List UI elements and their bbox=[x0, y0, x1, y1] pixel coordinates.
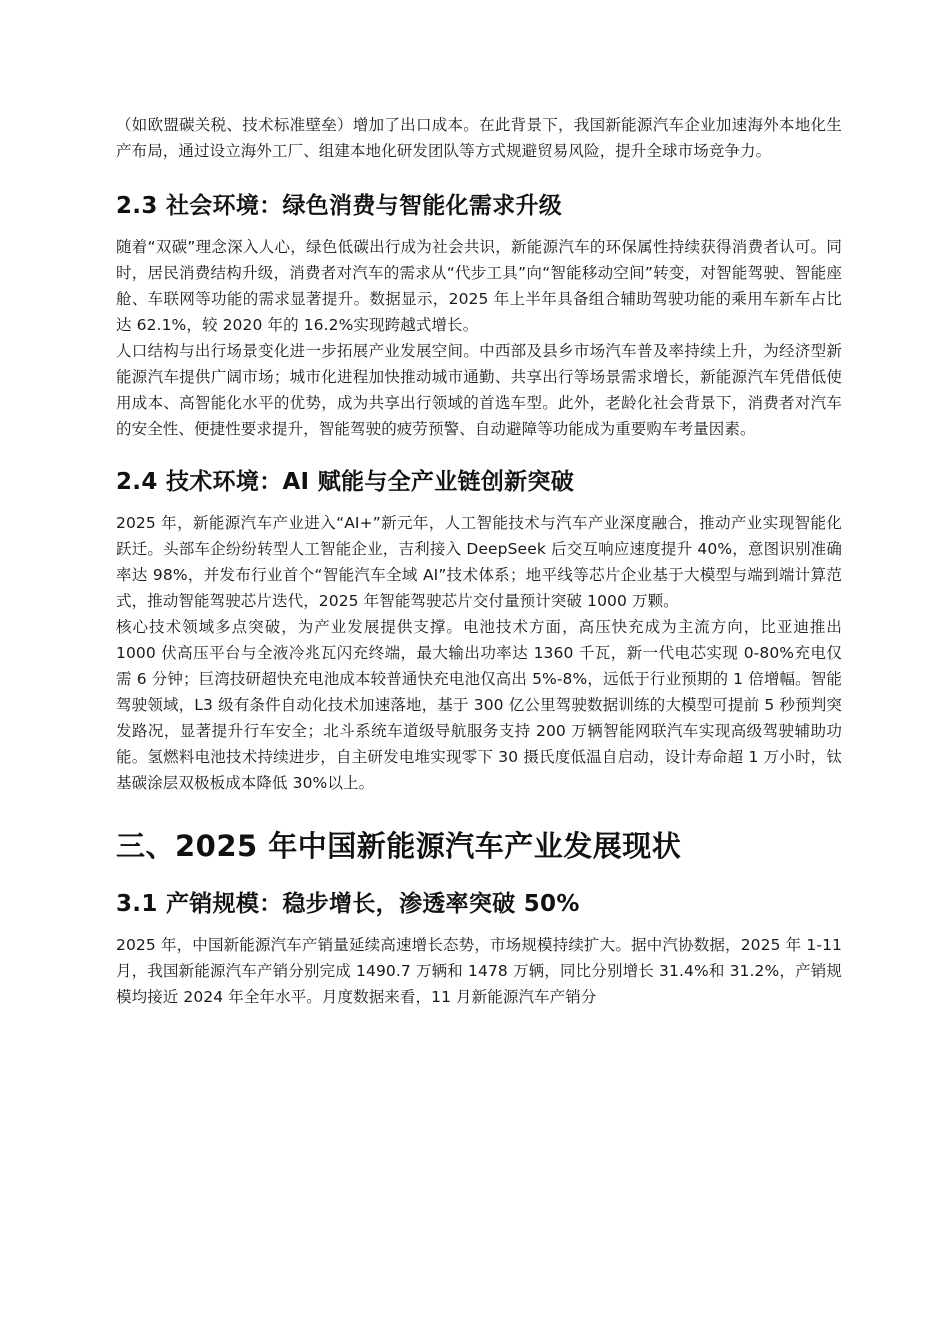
document-page bbox=[116, 112, 842, 1010]
paragraph-2-3-b: 人口结构与出行场景变化进一步拓展产业发展空间。中西部及县乡市场汽车普及率持续上升，为经济型新能源汽车提供广阔市场；城市化进程加快推动城市通勤、共享出行等场景需求增长，新能源汽车凭借低使用成本、高智能化水平的优势，成为共享出行领域的首选车型。此外，老龄化社会背景下，消费者对汽车的安全性、便捷性要求提升，智能驾驶的疲劳预警、自动避障等功能成为重要购车考量因素。 bbox=[116, 342, 842, 438]
paragraph-2-4-b: 核心技术领域多点突破，为产业发展提供支撑。电池技术方面，高压快充成为主流方向，比亚迪推出 1000 伏高压平台与全液冷兆瓦闪充终端，最大输出功率达 1360 千瓦，新一代电芯实现 0-80%充电仅需 6 分钟；巨湾技研超快充电池成本较普通快充电池仅高出 5%-8%，远低于行业预期的 1 倍增幅。智能驾驶领域，L3 级有条件自动化技术加速落地，基于 300 亿公里驾驶数据训练的大模型可提前 5 秒预判突发路况，显著提升行车安全；北斗系统车道级导航服务支持 200 万辆智能网联汽车实现高级驾驶辅助功能。氢燃料电池技术持续进步，自主研发电堆实现零下 30 摄氏度低温自启动，设计寿命超 1 万小时，钛基碳涂层双极板成本降低 30%以上。 bbox=[116, 618, 842, 792]
heading-2-3: 2.3 社会环境：绿色消费与智能化需求升级 bbox=[116, 193, 563, 219]
paragraph-2-4-a: 2025 年，新能源汽车产业进入“AI+”新元年，人工智能技术与汽车产业深度融合，推动产业实现智能化跃迁。头部车企纷纷转型人工智能企业，吉利接入 DeepSeek 后交互响应速度提升 40%，意图识别准确率达 98%，并发布行业首个“智能汽车全域 AI”技术体系；地平线等芯片企业基于大模型与端到端计算范式，推动智能驾驶芯片迭代，2025 年智能驾驶芯片交付量预计突破 1000 万颗。 bbox=[116, 514, 842, 610]
chapter-3-heading: 三、2025 年中国新能源汽车产业发展现状 bbox=[116, 829, 682, 863]
intro-paragraph: （如欧盟碳关税、技术标准壁垒）增加了出口成本。在此背景下，我国新能源汽车企业加速海外本地化生产布局，通过设立海外工厂、组建本地化研发团队等方式规避贸易风险，提升全球市场竞争力。 bbox=[116, 116, 842, 160]
heading-3-1: 3.1 产销规模：稳步增长，渗透率突破 50% bbox=[116, 891, 580, 917]
paragraph-3-1-a: 2025 年，中国新能源汽车产销量延续高速增长态势，市场规模持续扩大。据中汽协数据，2025 年 1-11 月，我国新能源汽车产销分别完成 1490.7 万辆和 1478 万辆，同比分别增长 31.4%和 31.2%，产销规模均接近 2024 年全年水平。月度数据来看，11 月新能源汽车产销分 bbox=[116, 936, 842, 1006]
paragraph-2-3-a: 随着“双碳”理念深入人心，绿色低碳出行成为社会共识，新能源汽车的环保属性持续获得消费者认可。同时，居民消费结构升级，消费者对汽车的需求从“代步工具”向“智能移动空间”转变，对智能驾驶、智能座舱、车联网等功能的需求显著提升。数据显示，2025 年上半年具备组合辅助驾驶功能的乘用车新车占比达 62.1%，较 2020 年的 16.2%实现跨越式增长。 bbox=[116, 238, 842, 334]
heading-2-4: 2.4 技术环境：AI 赋能与全产业链创新突破 bbox=[116, 469, 575, 495]
